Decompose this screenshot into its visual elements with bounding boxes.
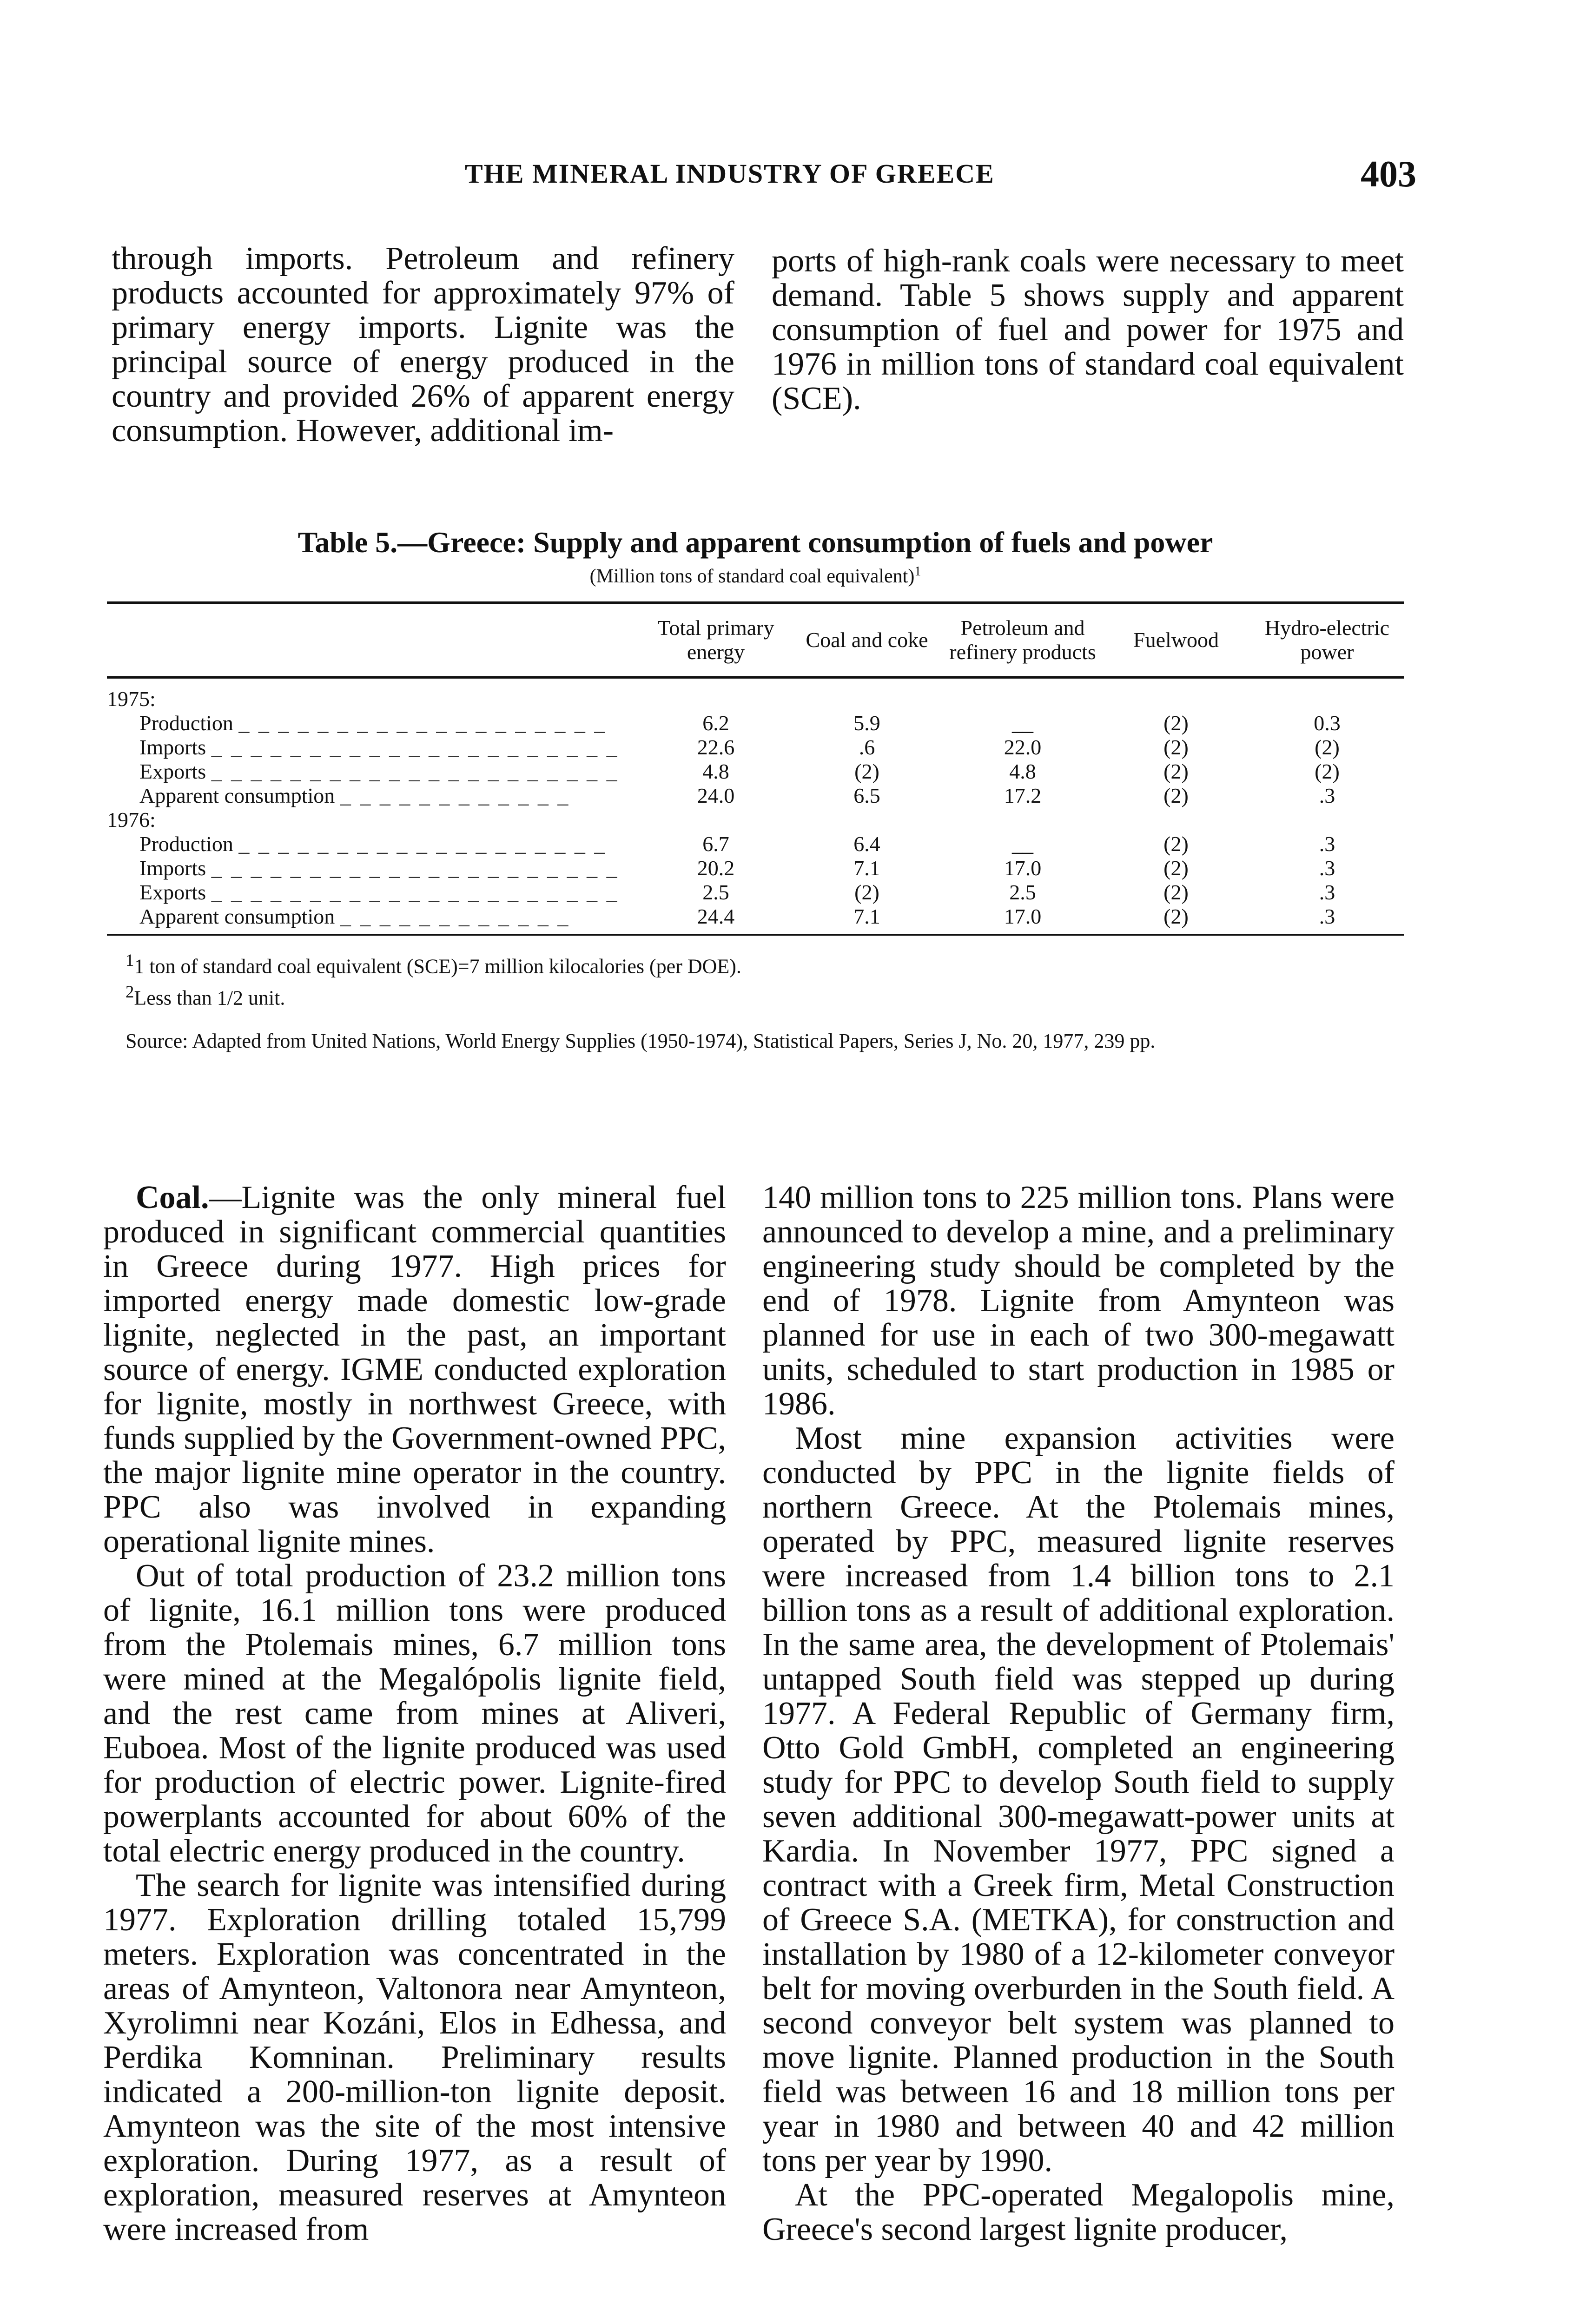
row-label-text: Imports	[139, 856, 206, 880]
table-row	[107, 880, 1404, 905]
table-cell: 2.5	[1009, 880, 1036, 904]
row-label-text: Exports	[139, 759, 206, 783]
row-label-text: Imports	[139, 735, 206, 759]
body-paragraph: At the PPC-operated Megalopolis mine, Greece's second largest lignite producer,	[762, 2177, 1395, 2247]
footnote-text: Less than 1/2 unit.	[134, 986, 285, 1010]
table-source: Source: Adapted from United Nations, World Energy Supplies (1950-1974), Statistical Papers, Series J, No. 20, 1977, 239 pp.	[126, 1030, 1156, 1053]
table-cell: 17.0	[1004, 856, 1042, 880]
running-title: THE MINERAL INDUSTRY OF GREECE	[465, 158, 995, 189]
table-cell: .3	[1319, 832, 1335, 856]
column-header: Hydro-electric power	[1250, 603, 1404, 678]
table-cell: .3	[1319, 856, 1335, 880]
table-cell: 4.8	[702, 759, 729, 783]
table-cell: __	[1012, 832, 1033, 856]
table-cell: 24.0	[697, 784, 735, 807]
table-row	[107, 784, 1404, 808]
row-label-text: Exports	[139, 880, 206, 904]
table-cell: (2)	[854, 880, 879, 904]
table-cell: 5.9	[853, 711, 880, 735]
table-cell: (2)	[1163, 784, 1189, 807]
table-row	[107, 711, 1404, 735]
row-label	[107, 856, 641, 880]
table-5	[107, 525, 1404, 1053]
leader-dots: _ _ _ _ _ _ _ _ _ _ _ _ _ _ _ _ _ _ _ _ _	[211, 759, 619, 783]
table-cell: 17.0	[944, 905, 1102, 935]
row-label-text: Production	[139, 832, 233, 856]
intro-right-paragraph: ports of high-rank coals were necessary to meet demand. Table 5 shows supply and apparent consumption of fuel and power for 1975 and 1976 in million tons of standard coal equivalent (SCE).	[772, 243, 1404, 416]
table-cell: (2)	[1163, 711, 1189, 735]
table-cell: 6.4	[853, 832, 880, 856]
table-row	[107, 905, 1404, 935]
table-row	[107, 735, 1404, 759]
column-header: Petroleum and refinery products	[944, 603, 1102, 678]
table-cell: 2.5	[702, 880, 729, 904]
footnote-1	[126, 948, 1404, 979]
column-header: Coal and coke	[790, 603, 944, 678]
table-title: Table 5.—Greece: Supply and apparent consumption of fuels and power	[297, 526, 1213, 559]
row-label	[107, 832, 641, 856]
leader-dots: _ _ _ _ _ _ _ _ _ _ _ _ _ _ _ _ _ _ _ _ _	[211, 880, 619, 904]
table-cell: (2)	[1102, 905, 1250, 935]
footnote-mark: 2	[126, 982, 134, 1001]
body-paragraph: The search for lignite was intensified during 1977. Exploration drilling totaled 15,799 meters. Exploration was concentrated in the areas of Amynteon, Valtonora near Amynteon, Xyrolimni near Kozáni, Elos in Edhessa, and Perdika Komninan. Preliminary results indicated a 200-million-ton lignite deposit. Amynteon was the site of the most intensive exploration. During 1977, as a result of exploration, measured reserves at Amynteon were increased from	[103, 1868, 726, 2247]
stub-header	[107, 603, 641, 678]
footnote-mark: 1	[126, 951, 134, 970]
page-header	[0, 154, 1593, 205]
intro-right-column	[772, 244, 1404, 416]
year-label: 1975:	[107, 687, 156, 711]
row-label-text: Apparent consumption	[139, 905, 335, 928]
leader-dots: _ _ _ _ _ _ _ _ _ _ _ _ _ _ _ _ _ _ _	[238, 832, 607, 856]
row-label	[107, 880, 641, 905]
row-label	[107, 784, 641, 808]
table-subtitle-text: (Million tons of standard coal equivalent)	[589, 566, 915, 587]
leader-dots: _ _ _ _ _ _ _ _ _ _ _ _ _ _ _ _ _ _ _ _ _	[211, 856, 619, 880]
table-cell: .6	[859, 735, 875, 759]
table-cell: (2)	[1315, 759, 1340, 783]
page-number: 403	[1361, 154, 1416, 195]
table-row	[107, 856, 1404, 880]
table-cell: __	[1012, 711, 1033, 735]
table-header-row	[107, 603, 1404, 678]
row-label	[107, 759, 641, 784]
table-cell: 7.1	[853, 856, 880, 880]
body-left-column	[103, 1181, 726, 2247]
intro-left-paragraph: through imports. Petroleum and refinery products accounted for approximately 97% of primary energy imports. Lignite was the principal source of energy produced in the country and provided 26% of apparent energy consumption. However, additional im-	[112, 241, 734, 449]
table-cell: (2)	[1163, 856, 1189, 880]
row-label	[107, 735, 641, 759]
table-cell: 6.7	[702, 832, 729, 856]
column-header: Fuelwood	[1102, 603, 1250, 678]
table-subtitle-footnote-ref: 1	[914, 564, 921, 579]
table-cell: 22.0	[1004, 735, 1042, 759]
year-label: 1976:	[107, 808, 156, 832]
table-row	[107, 832, 1404, 856]
table-row	[107, 759, 1404, 784]
table-footnotes	[107, 948, 1404, 1010]
table-cell: 7.1	[790, 905, 944, 935]
body-paragraph: Out of total production of 23.2 million tons of lignite, 16.1 million tons were produced from the Ptolemais mines, 6.7 million tons were mined at the Megalópolis lignite field, and the rest came from mines at Aliveri, Euboea. Most of the lignite produced was used for production of electric power. Lignite-fired powerplants accounted for about 60% of the total electric energy produced in the country.	[103, 1558, 726, 1869]
table-cell: 20.2	[697, 856, 735, 880]
footnote-2	[126, 979, 1404, 1011]
table-cell: .3	[1319, 784, 1335, 807]
body-paragraph: Most mine expansion activities were conducted by PPC in the lignite fields of northern Greece. At the Ptolemais mines, operated by PPC, measured lignite reserves were increased from 1.4 billion tons to 2.1 billion tons as a result of additional exploration. In the same area, the development of Ptolemais' untapped South field was stepped up during 1977. A Federal Republic of Germany firm, Otto Gold GmbH, completed an engineering study for PPC to develop South field to supply seven additional 300-megawatt-power units at Kardia. In November 1977, PPC signed a contract with a Greek firm, Metal Construction of Greece S.A. (METKA), for construction and installation by 1980 of a 12-kilometer conveyor belt for moving overburden in the South field. A second conveyor belt system was planned to move lignite. Planned production in the South field was between 16 and 18 million tons per year in 1980 and between 40 and 42 million tons per year by 1990.	[762, 1420, 1395, 2179]
table-cell: 6.2	[702, 711, 729, 735]
table-cell: 0.3	[1314, 711, 1341, 735]
table-cell: (2)	[1315, 735, 1340, 759]
table-cell: .3	[1319, 880, 1335, 904]
table-cell: 4.8	[1009, 759, 1036, 783]
row-label-text: Apparent consumption	[139, 784, 335, 807]
row-label	[107, 905, 641, 935]
table-cell: 6.5	[853, 784, 880, 807]
table-subtitle	[107, 564, 1404, 588]
column-header: Total primary energy	[641, 603, 790, 678]
table-cell: (2)	[854, 759, 879, 783]
row-label-text: Production	[139, 711, 233, 735]
table-cell: 17.2	[1004, 784, 1042, 807]
leader-dots: _ _ _ _ _ _ _ _ _ _ _ _ _ _ _ _ _ _ _ _ _	[211, 735, 619, 759]
table-cell: .3	[1250, 905, 1404, 935]
supply-consumption-table	[107, 601, 1404, 936]
table-cell: (2)	[1163, 880, 1189, 904]
coal-paragraph-text: —Lignite was the only mineral fuel produced in significant commercial quantities in Greece during 1977. High prices for imported energy made domestic low-grade lignite, neglected in the past, an important source of energy. IGME conducted exploration for lignite, mostly in northwest Greece, with funds supplied by the Government-owned PPC, the major lignite mine operator in the country. PPC also was involved in expanding operational lignite mines.	[103, 1180, 726, 1559]
intro-left-column	[112, 242, 734, 448]
leader-dots: _ _ _ _ _ _ _ _ _ _ _ _	[340, 784, 570, 807]
footnote-text: 1 ton of standard coal equivalent (SCE)=7 million kilocalories (per DOE).	[134, 955, 741, 978]
table-cell: 24.4	[641, 905, 790, 935]
table-cell: (2)	[1163, 832, 1189, 856]
year-row	[107, 678, 1404, 712]
table-cell: (2)	[1163, 759, 1189, 783]
year-row	[107, 808, 1404, 832]
coal-heading: Coal.	[136, 1180, 209, 1215]
table-cell: (2)	[1163, 735, 1189, 759]
coal-paragraph	[103, 1181, 726, 1559]
leader-dots: _ _ _ _ _ _ _ _ _ _ _ _ _ _ _ _ _ _ _	[238, 711, 607, 735]
row-label	[107, 711, 641, 735]
table-cell: 22.6	[697, 735, 735, 759]
leader-dots: _ _ _ _ _ _ _ _ _ _ _ _	[340, 905, 570, 928]
body-paragraph: 140 million tons to 225 million tons. Plans were announced to develop a mine, and a preliminary engineering study should be completed by the end of 1978. Lignite from Amynteon was planned for use in each of two 300-megawatt units, scheduled to start production in 1985 or 1986.	[762, 1180, 1395, 1422]
body-right-column	[762, 1181, 1395, 2247]
